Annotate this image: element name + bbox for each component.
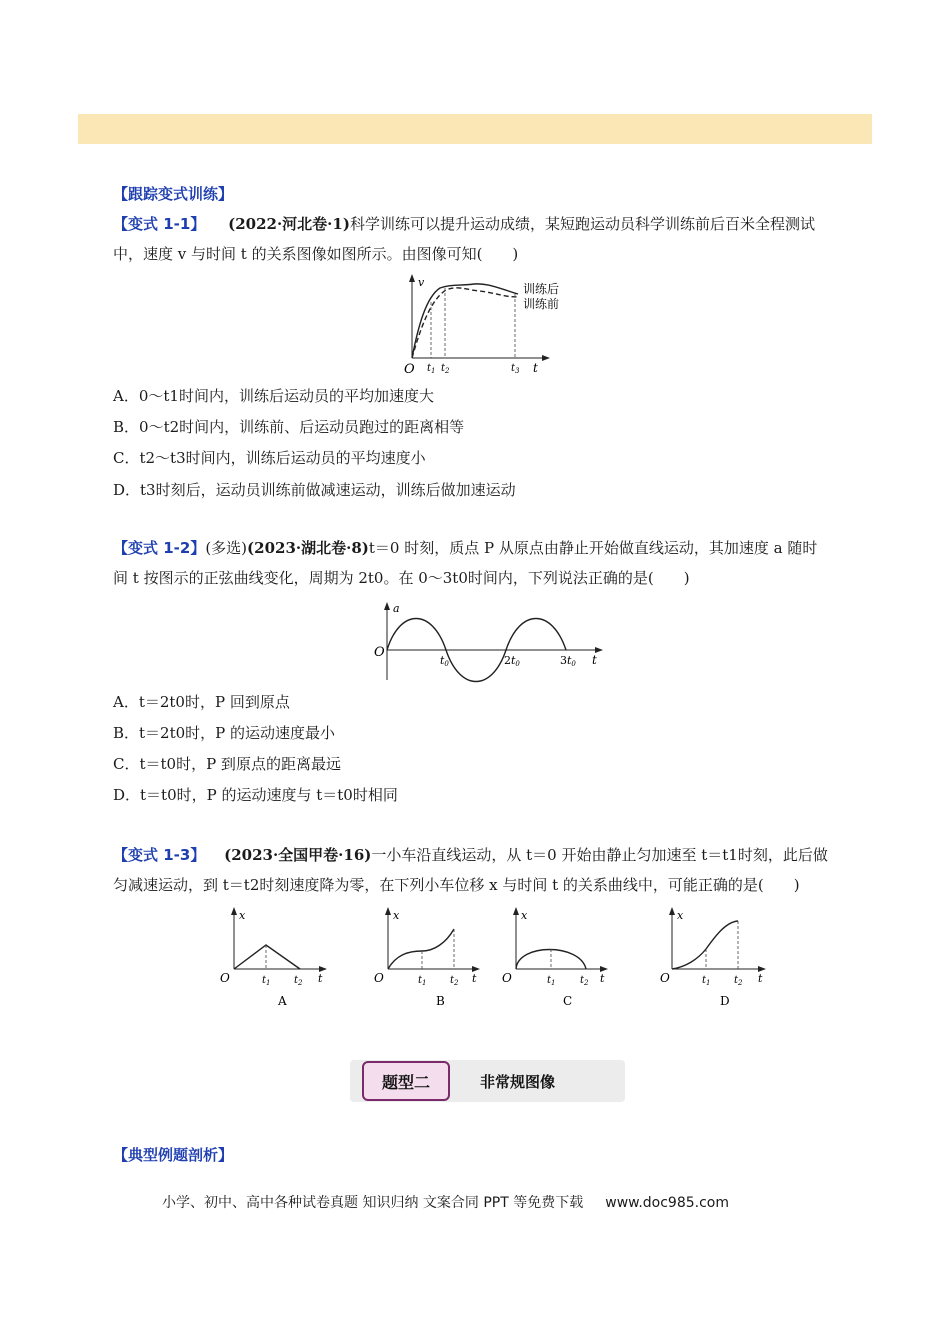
svg-text:O: O (660, 971, 670, 985)
q2-option-a: A．t＝2t0时，P 回到原点 (113, 693, 290, 711)
q1-legend-before: 训练前 (523, 297, 560, 311)
q1-tick-t3: $t_3$ (511, 363, 520, 375)
svg-text:O: O (220, 971, 230, 985)
q1-tick-t2: $t_2$ (441, 363, 450, 375)
q3-graph-a-label: A (278, 994, 287, 1008)
q3-graph-d-label: D (720, 994, 730, 1008)
q3-graph-c (500, 905, 625, 1011)
svg-text:t1: $t_1$ (262, 975, 271, 987)
q1-line2: 中，速度 v 与时间 t 的关系图像如图所示。由图像可知( ) (113, 245, 519, 263)
q1-source: (2022·河北卷·1) (228, 215, 350, 233)
q2-tick-3t0: 3t0 (560, 654, 576, 668)
q1-legend-after: 训练后 (523, 282, 560, 296)
q2-graph (370, 598, 610, 684)
q1-option-b: B．0～t2时间内，训练前、后运动员跑过的距离相等 (113, 418, 465, 436)
svg-text:t2: $t_2$ (294, 975, 303, 987)
svg-text:O: O (374, 971, 384, 985)
q1-curve-after (412, 284, 518, 358)
q1-origin: O (404, 362, 415, 377)
q1-tag: 【变式 1-1】 (113, 215, 206, 233)
q3-text1: 一小车沿直线运动，从 t＝0 开始由静止匀加速至 t＝t1时刻，此后做 (371, 846, 828, 864)
q2-option-c: C．t＝t0时，P 到原点的距离最远 (113, 755, 341, 773)
svg-text:t1: $t_1$ (418, 975, 427, 987)
q1-xlabel: t (533, 361, 538, 375)
footer-text: 小学、初中、高中各种试卷真题 知识归纳 文案合同 PPT 等免费下载 (162, 1195, 584, 1211)
q3-source: (2023·全国甲卷·16) (224, 846, 372, 864)
q2-option-d: D．t＝t0时，P 的运动速度与 t＝t0时相同 (113, 786, 398, 804)
q3-line1 (113, 845, 828, 865)
q2-origin: O (374, 645, 385, 660)
footer (162, 1192, 729, 1212)
q1-curve-before (412, 288, 518, 358)
q1-tick-t1: $t_1$ (427, 363, 436, 375)
q3-graph-b (372, 905, 497, 1011)
svg-text:x: x (393, 909, 400, 922)
svg-text:x: x (239, 909, 246, 922)
type-section-title: 非常规图像 (480, 1073, 556, 1091)
q1-option-d: D．t3时刻后，运动员训练前做减速运动，训练后做加速运动 (113, 481, 516, 499)
q3-graph-c-label: C (563, 994, 573, 1008)
q2-tag: 【变式 1-2】 (113, 539, 206, 557)
q2-line2: 间 t 按图示的正弦曲线变化，周期为 2t0。在 0～3t0时间内，下列说法正确的是( ) (113, 569, 690, 587)
svg-text:t: t (472, 972, 477, 985)
q3-tag: 【变式 1-3】 (113, 846, 206, 864)
svg-text:t1: $t_1$ (702, 975, 711, 987)
section-title-typical: 【典型例题剖析】 (113, 1146, 234, 1164)
q1-graph (400, 272, 560, 378)
q1-option-a: A．0～t1时间内，训练后运动员的平均加速度大 (113, 387, 434, 405)
q3-graph-b-label: B (436, 994, 445, 1008)
q1-ylabel: v (418, 276, 425, 289)
footer-url[interactable]: www.doc985.com (605, 1195, 729, 1211)
q2-text1: t＝0 时刻，质点 P 从原点由静止开始做直线运动，其加速度 a 随时 (368, 539, 818, 557)
q2-option-b: B．t＝2t0时，P 的运动速度最小 (113, 724, 336, 742)
q2-prefix: (多选) (205, 539, 248, 557)
svg-text:t: t (318, 972, 323, 985)
svg-text:t2: $t_2$ (450, 975, 459, 987)
q1-text1: 科学训练可以提升运动成绩，某短跑运动员科学训练前后百米全程测试 (349, 215, 815, 233)
svg-text:x: x (521, 909, 528, 922)
svg-text:x: x (677, 909, 684, 922)
svg-text:O: O (502, 971, 512, 985)
q2-ylabel: a (393, 602, 400, 615)
q2-tick-2t0: 2t0 (504, 654, 520, 668)
q2-tick-t0: t0 (440, 654, 449, 668)
q3-graph-d (656, 905, 781, 1011)
svg-text:t2: $t_2$ (734, 975, 743, 987)
q2-source: (2023·湖北卷·8) (247, 539, 369, 557)
q1-line1 (113, 214, 815, 234)
svg-text:t1: $t_1$ (547, 975, 556, 987)
q2-xlabel: t (592, 653, 597, 667)
q1-option-c: C．t2～t3时间内，训练后运动员的平均速度小 (113, 449, 426, 467)
svg-text:t: t (758, 972, 763, 985)
svg-text:t2: $t_2$ (580, 975, 589, 987)
svg-text:t: t (600, 972, 605, 985)
q3-line2: 匀减速运动，到 t＝t2时刻速度降为零，在下列小车位移 x 与时间 t 的关系曲线中，可能正确的是( ) (113, 876, 800, 894)
q3-graph-a (214, 905, 339, 1011)
q2-line1 (113, 538, 817, 558)
header-band (78, 114, 872, 144)
type-section-tag: 题型二 (362, 1061, 450, 1101)
section-title-tracking: 【跟踪变式训练】 (113, 185, 234, 203)
